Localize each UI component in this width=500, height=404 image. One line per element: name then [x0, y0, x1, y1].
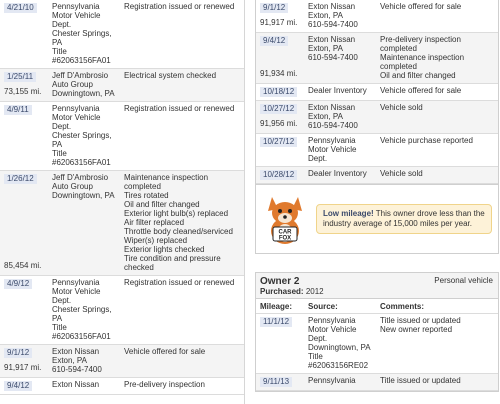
comment-line: Registration issued or renewed — [124, 2, 235, 11]
source-line: Motor Vehicle — [308, 145, 357, 154]
owner1-history-table-continued — [0, 0, 245, 404]
source-cell — [308, 103, 380, 130]
source-line: Auto Group — [52, 182, 93, 191]
date-cell — [0, 173, 52, 272]
record-mileage: 85,454 mi. — [4, 261, 42, 270]
low-mileage-title: Low mileage! — [323, 209, 374, 218]
record-date: 10/27/12 — [260, 137, 297, 147]
date-cell — [0, 104, 52, 167]
date-cell — [0, 380, 52, 391]
source-cell — [52, 71, 124, 98]
source-line: Exton Nissan — [308, 2, 356, 11]
comments-cell — [380, 35, 498, 80]
source-line: 610-594-7400 — [308, 53, 358, 62]
comments-cell — [380, 136, 498, 163]
source-line: #62063156FA01 — [52, 158, 111, 167]
source-cell — [308, 376, 380, 387]
comment-line: Vehicle offered for sale — [380, 2, 462, 11]
record-date: 1/26/12 — [4, 174, 37, 184]
comment-line: Registration issued or renewed — [124, 278, 235, 287]
owner2-section — [255, 272, 499, 392]
mileage-header: Mileage: — [260, 302, 293, 311]
table-row — [0, 69, 244, 102]
comments-cell — [380, 2, 498, 29]
source-line: Dept. — [308, 154, 328, 163]
source-line: #62063156FA01 — [52, 56, 111, 65]
comment-line: Tires rotated — [124, 191, 169, 200]
source-cell — [308, 136, 380, 163]
record-date: 11/1/12 — [260, 317, 292, 327]
source-line: Exton, PA — [52, 356, 87, 365]
source-line: Dealer Inventory — [308, 86, 367, 95]
source-line: Motor Vehicle — [52, 287, 101, 296]
comments-cell — [124, 347, 244, 374]
source-line: Dept. — [52, 296, 72, 305]
carfox-label-car: CAR — [278, 229, 292, 236]
date-cell — [0, 347, 52, 374]
comment-line: Electrical system checked — [124, 71, 217, 80]
record-mileage: 91,934 mi. — [260, 69, 298, 78]
comments-cell — [124, 278, 244, 341]
source-line: Exton, PA — [308, 112, 343, 121]
record-date: 1/25/11 — [4, 72, 36, 82]
source-cell — [308, 2, 380, 29]
source-line: Pennsylvania — [308, 316, 356, 325]
source-line: Auto Group — [52, 80, 93, 89]
record-date: 4/9/12 — [4, 279, 32, 289]
source-line: Exton Nissan — [52, 347, 100, 356]
record-date: 10/28/12 — [260, 170, 297, 180]
date-cell — [256, 2, 308, 29]
date-cell — [256, 169, 308, 180]
record-date: 4/21/10 — [4, 3, 37, 13]
comment-line: Maintenance inspection — [380, 53, 465, 62]
table-row — [256, 0, 498, 33]
table-row — [0, 345, 244, 378]
source-cell — [52, 2, 124, 65]
comment-line: Vehicle sold — [380, 103, 423, 112]
comment-line: Wiper(s) replaced — [124, 236, 188, 245]
source-line: Exton Nissan — [52, 380, 100, 389]
table-row — [256, 101, 498, 134]
source-cell — [52, 278, 124, 341]
comment-line: Oil and filter changed — [124, 200, 200, 209]
record-date: 9/1/12 — [4, 348, 32, 358]
date-cell — [256, 376, 308, 387]
source-line: PA — [52, 314, 63, 323]
source-line: Jeff D'Ambrosio — [52, 71, 109, 80]
record-date: 9/11/13 — [260, 377, 292, 387]
source-line: #62063156RE02 — [308, 361, 369, 370]
comments-header: Comments: — [380, 302, 425, 311]
source-line: Title — [52, 323, 67, 332]
source-line: Downingtown, PA — [52, 89, 115, 98]
low-mileage-banner — [255, 185, 499, 254]
record-mileage: 91,917 mi. — [4, 363, 42, 372]
comments-cell — [124, 104, 244, 167]
comment-line: Throttle body cleaned/serviced — [124, 227, 233, 236]
comments-cell — [380, 169, 498, 180]
date-cell — [256, 316, 308, 370]
source-line: Pennsylvania — [308, 376, 356, 385]
source-line: Dept. — [52, 20, 72, 29]
comment-line: completed — [124, 182, 161, 191]
source-line: Pennsylvania — [52, 278, 100, 287]
comment-line: completed — [380, 62, 417, 71]
record-mileage: 91,917 mi. — [260, 18, 298, 27]
comment-line: Air filter replaced — [124, 218, 185, 227]
comments-cell — [124, 380, 244, 391]
date-cell — [0, 71, 52, 98]
date-cell — [256, 35, 308, 80]
source-cell — [52, 173, 124, 272]
comment-line: Title issued or updated — [380, 316, 461, 325]
table-row — [0, 276, 244, 345]
owner2-title: Owner 2 — [260, 276, 300, 287]
owner2-column-headers — [256, 299, 498, 314]
source-line: 610-594-7400 — [308, 20, 358, 29]
source-line: Chester Springs, — [52, 131, 112, 140]
source-line: Pennsylvania — [52, 104, 100, 113]
comments-cell — [380, 86, 498, 97]
comment-line: Vehicle offered for sale — [124, 347, 206, 356]
source-line: Exton, PA — [308, 11, 343, 20]
table-row — [0, 102, 244, 171]
source-line: Exton Nissan — [308, 35, 356, 44]
date-cell — [0, 278, 52, 341]
source-header: Source: — [308, 302, 338, 311]
owner2-vehicle-type: Personal vehicle — [434, 276, 493, 285]
comments-cell — [380, 103, 498, 130]
source-line: Jeff D'Ambrosio — [52, 173, 109, 182]
source-cell — [308, 86, 380, 97]
source-line: 610-594-7400 — [52, 365, 102, 374]
source-cell — [308, 35, 380, 80]
source-cell — [52, 347, 124, 374]
source-line: Motor Vehicle — [308, 325, 357, 334]
owner2-purchased: Purchased: 2012 — [260, 287, 324, 296]
record-date: 4/9/11 — [4, 105, 32, 115]
record-date: 9/1/12 — [260, 3, 288, 13]
source-line: 610-594-7400 — [308, 121, 358, 130]
source-cell — [308, 169, 380, 180]
source-line: Chester Springs, — [52, 29, 112, 38]
record-date: 9/4/12 — [4, 381, 32, 391]
record-date: 9/4/12 — [260, 36, 288, 46]
date-cell — [256, 86, 308, 97]
comment-line: New owner reported — [380, 325, 453, 334]
carfox-mascot-icon — [260, 191, 310, 247]
source-line: Pennsylvania — [308, 136, 356, 145]
carfox-label-fox: FOX — [278, 235, 292, 242]
comments-cell — [380, 376, 498, 387]
table-row — [256, 33, 498, 84]
source-line: PA — [52, 38, 63, 47]
comments-cell — [380, 316, 498, 370]
comment-line: Vehicle sold — [380, 169, 423, 178]
comments-cell — [124, 71, 244, 98]
comment-line: Exterior lights checked — [124, 245, 205, 254]
source-line: Motor Vehicle — [52, 11, 101, 20]
source-line: Downingtown, PA — [308, 343, 371, 352]
table-row — [256, 374, 498, 391]
source-line: PA — [52, 140, 63, 149]
date-cell — [0, 2, 52, 65]
record-mileage: 91,956 mi. — [260, 119, 298, 128]
source-line: Exton Nissan — [308, 103, 356, 112]
source-line: Downingtown, PA — [52, 191, 115, 200]
table-row — [256, 134, 498, 167]
low-mileage-callout — [316, 204, 492, 234]
date-cell — [256, 136, 308, 163]
comment-line: Tire condition and pressure — [124, 254, 221, 263]
source-line: #62063156FA01 — [52, 332, 111, 341]
source-line: Title — [308, 352, 323, 361]
record-mileage: 73,155 mi. — [4, 87, 42, 96]
source-cell — [52, 104, 124, 167]
owner2-history-table — [256, 314, 498, 391]
table-row — [0, 0, 244, 69]
owner1-history-table — [255, 0, 499, 185]
comment-line: Exterior light bulb(s) replaced — [124, 209, 229, 218]
date-cell — [256, 103, 308, 130]
comment-line: Registration issued or renewed — [124, 104, 235, 113]
comment-line: Oil and filter changed — [380, 71, 456, 80]
source-cell — [308, 316, 380, 370]
comment-line: completed — [380, 44, 417, 53]
source-line: Title — [52, 149, 67, 158]
source-line: Pennsylvania — [52, 2, 100, 11]
source-line: Dealer Inventory — [308, 169, 367, 178]
source-line: Dept. — [52, 122, 72, 131]
record-date: 10/27/12 — [260, 104, 297, 114]
comment-line: Title issued or updated — [380, 376, 461, 385]
table-row — [0, 378, 244, 395]
table-row — [0, 171, 244, 276]
comments-cell — [124, 2, 244, 65]
comments-cell — [124, 173, 244, 272]
comment-line: Maintenance inspection — [124, 173, 209, 182]
table-row — [256, 314, 498, 374]
comment-line: Vehicle purchase reported — [380, 136, 473, 145]
comment-line: Pre-delivery inspection — [380, 35, 461, 44]
comment-line: Vehicle offered for sale — [380, 86, 462, 95]
comment-line: checked — [124, 263, 154, 272]
comment-line: Pre-delivery inspection — [124, 380, 205, 389]
owner2-header — [256, 273, 498, 299]
source-line: Title — [52, 47, 67, 56]
source-line: Motor Vehicle — [52, 113, 101, 122]
source-line: Dept. — [308, 334, 328, 343]
low-mileage-text: This owner drove less than the industry average of 15,000 miles per year. — [323, 209, 485, 228]
table-row — [256, 167, 498, 184]
record-date: 10/18/12 — [260, 87, 297, 97]
source-line: Chester Springs, — [52, 305, 112, 314]
owner1-history-right-column — [255, 0, 499, 392]
table-row — [256, 84, 498, 101]
source-line: Exton, PA — [308, 44, 343, 53]
source-cell — [52, 380, 124, 391]
